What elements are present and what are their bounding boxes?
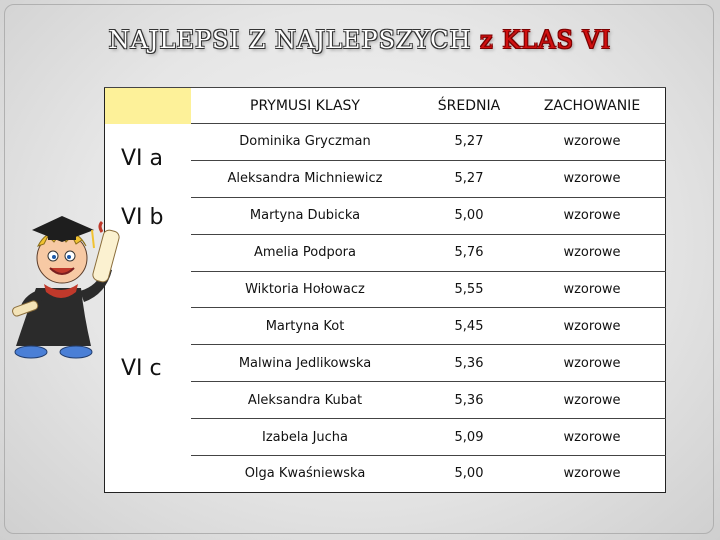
student-name: Aleksandra Michniewicz	[191, 160, 419, 197]
student-name: Amelia Podpora	[191, 234, 419, 271]
title-main: NAJLEPSI Z NAJLEPSZYCH	[108, 26, 481, 54]
student-behavior: wzorowe	[519, 234, 666, 271]
student-name: Izabela Jucha	[191, 419, 419, 456]
student-name: Olga Kwaśniewska	[191, 456, 419, 493]
student-behavior: wzorowe	[519, 160, 666, 197]
student-average: 5,36	[419, 382, 519, 419]
average-header: ŚREDNIA	[419, 88, 519, 124]
table-row	[105, 382, 666, 419]
table-row	[105, 271, 666, 308]
table-row	[105, 308, 666, 345]
student-name: Martyna Kot	[191, 308, 419, 345]
student-average: 5,00	[419, 456, 519, 493]
student-average: 5,09	[419, 419, 519, 456]
student-name: Martyna Dubicka	[191, 197, 419, 234]
student-behavior: wzorowe	[519, 271, 666, 308]
table-row	[105, 197, 666, 234]
student-average: 5,45	[419, 308, 519, 345]
behavior-header: ZACHOWANIE	[519, 88, 666, 124]
class-label-vi-a: VI a	[121, 146, 164, 171]
student-name: Aleksandra Kubat	[191, 382, 419, 419]
student-name: Malwina Jedlikowska	[191, 345, 419, 382]
table-header-row	[105, 88, 666, 124]
student-name: Wiktoria Hołowacz	[191, 271, 419, 308]
class-column-header	[105, 88, 192, 124]
honor-roll-table	[104, 87, 666, 493]
table-row	[105, 160, 666, 197]
student-behavior: wzorowe	[519, 124, 666, 161]
student-behavior: wzorowe	[519, 197, 666, 234]
title-accent: z KLAS VI	[480, 26, 612, 54]
table-row	[105, 456, 666, 493]
class-label-vi-c: VI c	[121, 356, 162, 381]
student-name: Dominika Gryczman	[191, 124, 419, 161]
student-average: 5,00	[419, 197, 519, 234]
table-row	[105, 124, 666, 161]
student-behavior: wzorowe	[519, 419, 666, 456]
student-behavior: wzorowe	[519, 308, 666, 345]
student-behavior: wzorowe	[519, 456, 666, 493]
student-behavior: wzorowe	[519, 382, 666, 419]
class-label-vi-b: VI b	[121, 205, 164, 230]
table-row	[105, 345, 666, 382]
student-average: 5,76	[419, 234, 519, 271]
student-average: 5,27	[419, 160, 519, 197]
table-row	[105, 234, 666, 271]
student-behavior: wzorowe	[519, 345, 666, 382]
page-title	[0, 26, 720, 54]
students-header: PRYMUSI KLASY	[191, 88, 419, 124]
student-average: 5,55	[419, 271, 519, 308]
table-row	[105, 419, 666, 456]
student-average: 5,27	[419, 124, 519, 161]
student-average: 5,36	[419, 345, 519, 382]
graduate-student-cartoon-icon	[6, 196, 136, 366]
